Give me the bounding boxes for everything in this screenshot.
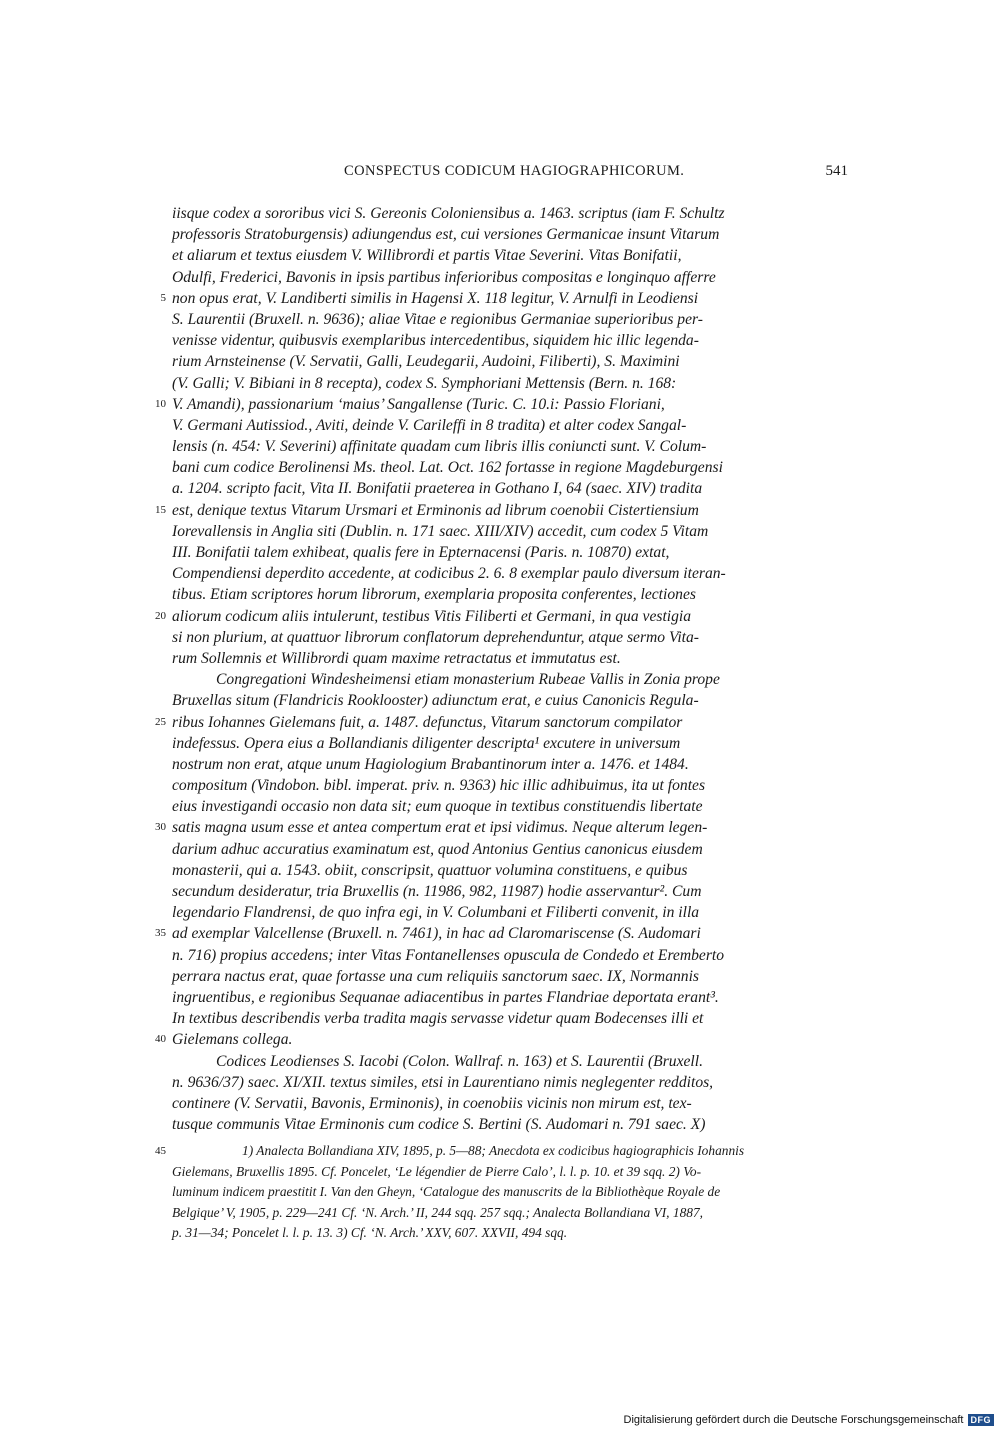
line-text: ad exemplar Valcellense (Bruxell. n. 7461), in hac ad Claromariscense (S. Audomari bbox=[172, 925, 701, 943]
text-line bbox=[172, 436, 848, 457]
footnote-line bbox=[172, 1203, 848, 1224]
line-text: aliorum codicum aliis intulerunt, testibus Vitis Filiberti et Germani, in qua vestigia bbox=[172, 607, 692, 625]
text-line bbox=[155, 923, 848, 944]
text-line bbox=[172, 627, 848, 648]
line-text: V. Germani Autissiod., Aviti, deinde V. Carileffi in 8 tradita) et alter codex Sangal- bbox=[172, 416, 687, 434]
line-text: a. 1204. scripto facit, Vita II. Bonifatii praeterea in Gothano I, 64 (saec. XIV) tradita bbox=[172, 480, 703, 498]
text-line bbox=[172, 330, 848, 351]
text-line bbox=[172, 1114, 848, 1135]
footnotes bbox=[155, 1141, 848, 1244]
line-text: Codices Leodienses S. Iacobi (Colon. Wallraf. n. 163) et S. Laurentii (Bruxell. bbox=[216, 1052, 703, 1070]
footnote-line bbox=[172, 1162, 848, 1183]
line-text: eius investigandi occasio non data sit; eum quoque in textibus constituendis libertate bbox=[172, 798, 703, 816]
text-line bbox=[172, 648, 848, 669]
line-text: luminum indicem praestitit I. Van den Gheyn, ‘Catalogue des manuscrits de la Bibliothèque Royale de bbox=[172, 1184, 721, 1199]
line-text: perrara nactus erat, quae fortasse una cum reliquiis sanctorum saec. IX, Normannis bbox=[172, 967, 699, 985]
text-line bbox=[172, 733, 848, 754]
line-number: 10 bbox=[155, 397, 166, 410]
running-title: CONSPECTUS CODICUM HAGIOGRAPHICORUM. bbox=[344, 163, 685, 179]
line-text: Iorevallensis in Anglia siti (Dublin. n. 171 saec. XIII/XIV) accedit, cum codex 5 Vitam bbox=[172, 522, 709, 540]
line-text: Congregationi Windesheimensi etiam monasterium Rubeae Vallis in Zonia prope bbox=[216, 671, 720, 689]
line-text: non opus erat, V. Landiberti similis in Hagensi X. 118 legitur, V. Arnulfi in Leodiensi bbox=[172, 289, 699, 307]
line-text: lensis (n. 454: V. Severini) affinitate quadam cum libris illis coniuncti sunt. V. Colum- bbox=[172, 438, 707, 456]
text-line bbox=[172, 351, 848, 372]
line-text: n. 716) propius accedens; inter Vitas Fontanellenses opuscula de Condedo et Eremberto bbox=[172, 946, 725, 964]
text-line bbox=[172, 309, 848, 330]
text-line bbox=[172, 1008, 848, 1029]
line-text: indefessus. Opera eius a Bollandianis diligenter descripta¹ excutere in universum bbox=[172, 734, 681, 752]
text-line bbox=[172, 415, 848, 436]
line-text: Belgique’ V, 1905, p. 229—241 Cf. ‘N. Arch.’ II, 244 sqq. 257 sqq.; Analecta Bollandiana VI, 1887, bbox=[172, 1204, 703, 1220]
text-line bbox=[172, 669, 848, 690]
line-text: secundum desideratur, tria Bruxellis (n. 11986, 982, 11987) hodie asservantur². Cum bbox=[172, 883, 702, 900]
funding-text: Digitalisierung gefördert durch die Deutsche Forschungsgemeinschaft bbox=[623, 1414, 964, 1426]
line-number: 40 bbox=[155, 1033, 166, 1046]
text-line bbox=[172, 796, 848, 817]
funding-footer bbox=[624, 1414, 994, 1426]
dfg-logo-icon: DFG bbox=[968, 1414, 995, 1426]
line-text: tusque communis Vitae Erminonis cum codice S. Bertini (S. Audomari n. 791 saec. X) bbox=[172, 1116, 706, 1134]
text-line bbox=[172, 775, 848, 796]
line-text: est, denique textus Vitarum Ursmari et Erminonis ad librum coenobii Cistertiensium bbox=[172, 501, 699, 519]
line-text: (V. Galli; V. Bibiani in 8 recepta), codex S. Symphoriani Mettensis (Bern. n. 168: bbox=[172, 374, 677, 392]
text-line bbox=[172, 881, 848, 902]
line-text: V. Amandi), passionarium ‘maius’ Sangallense (Turic. C. 10.i: Passio Floriani, bbox=[172, 395, 665, 413]
text-line bbox=[172, 1072, 848, 1093]
line-text: venisse videntur, quibusvis exemplaribus intercedentibus, siquidem hic illic legenda- bbox=[172, 332, 699, 350]
text-line bbox=[155, 1029, 848, 1050]
text-line bbox=[172, 457, 848, 478]
line-text: professoris Stratoburgensis) adiungendus est, cui versiones Germanicae insunt Vitarum bbox=[172, 226, 720, 244]
text-line bbox=[172, 584, 848, 605]
line-text: ingruentibus, e regionibus Sequanae adiacentibus in partes Flandriae deportata erant³. bbox=[172, 988, 719, 1006]
main-text bbox=[155, 203, 848, 1135]
text-line bbox=[172, 203, 848, 224]
line-number: 25 bbox=[155, 715, 166, 728]
text-line bbox=[155, 394, 848, 415]
line-number: 5 bbox=[160, 291, 166, 304]
line-text: Gielemans collega. bbox=[172, 1031, 293, 1049]
footnote-line bbox=[172, 1223, 848, 1244]
text-line bbox=[155, 606, 848, 627]
line-number: 45 bbox=[155, 1145, 166, 1157]
line-text: rum Sollemnis et Willibrordi quam maxime retractatus et immutatus est. bbox=[172, 649, 621, 667]
text-line bbox=[172, 945, 848, 966]
text-line bbox=[172, 860, 848, 881]
line-text: 1) Analecta Bollandiana XIV, 1895, p. 5—88; Anecdota ex codicibus hagiographicis Iohannis bbox=[242, 1143, 745, 1158]
text-line bbox=[172, 1051, 848, 1072]
text-line bbox=[172, 373, 848, 394]
text-line bbox=[172, 563, 848, 584]
line-text: III. Bonifatii talem exhibeat, qualis fere in Epternacensi (Paris. n. 10870) extat, bbox=[172, 544, 670, 561]
line-text: si non plurium, at quattuor librorum conflatorum deprehenduntur, atque sermo Vita- bbox=[172, 628, 699, 646]
text-line bbox=[172, 521, 848, 542]
footnote-line bbox=[155, 1141, 848, 1162]
line-text: iisque codex a sororibus vici S. Gereonis Coloniensibus a. 1463. scriptus (iam F. Schultz bbox=[172, 205, 725, 222]
line-text: bani cum codice Berolinensi Ms. theol. Lat. Oct. 162 fortasse in regione Magdeburgensi bbox=[172, 459, 723, 477]
text-line bbox=[172, 987, 848, 1008]
page-number: 541 bbox=[825, 163, 848, 179]
line-text: compositum (Vindobon. bibl. imperat. priv. n. 9363) hic illic adhibuimus, ita ut fontes bbox=[172, 777, 706, 795]
text-line bbox=[172, 966, 848, 987]
text-line bbox=[155, 500, 848, 521]
line-text: legendario Flandrensi, de quo infra egi, in V. Columbani et Filiberti convenit, in illa bbox=[172, 904, 700, 922]
line-text: In textibus describendis verba tradita magis servasse videtur quam Bodecenses illi et bbox=[172, 1010, 704, 1028]
line-text: darium adhuc accuratius examinatum est, quod Antonius Gentius canonicus eiusdem bbox=[172, 840, 703, 858]
footnote-line bbox=[172, 1182, 848, 1203]
line-text: et aliarum et textus eiusdem V. Willibrordi et partis Vitae Severini. Vitas Bonifatii, bbox=[172, 247, 682, 265]
line-text: Gielemans, Bruxellis 1895. Cf. Poncelet, ‘Le légendier de Pierre Calo’, l. l. p. 10. et 39 sqq. 2) Vo- bbox=[172, 1163, 702, 1179]
text-line bbox=[172, 839, 848, 860]
line-text: p. 31—34; Poncelet l. l. p. 13. 3) Cf. ‘N. Arch.’ XXV, 607. XXVII, 494 sqq. bbox=[172, 1225, 568, 1240]
line-number: 35 bbox=[155, 927, 166, 940]
text-line bbox=[172, 542, 848, 563]
line-text: monasterii, qui a. 1543. obiit, conscripsit, quattuor volumina constituens, e quibus bbox=[172, 861, 688, 879]
text-line bbox=[155, 817, 848, 838]
line-number: 15 bbox=[155, 503, 166, 516]
line-text: rium Arnsteinense (V. Servatii, Galli, Leudegarii, Audoini, Filiberti), S. Maximini bbox=[172, 353, 680, 371]
text-line bbox=[155, 712, 848, 733]
text-line bbox=[172, 267, 848, 288]
text-line bbox=[172, 478, 848, 499]
line-text: Bruxellas situm (Flandricis Rooklooster) adiunctum erat, e cuius Canonicis Regula- bbox=[172, 692, 699, 710]
page-header bbox=[172, 163, 848, 187]
line-number: 20 bbox=[155, 609, 166, 622]
text-line bbox=[172, 754, 848, 775]
line-text: satis magna usum esse et antea compertum erat et ipsi vidimus. Neque alterum legen- bbox=[172, 819, 708, 837]
line-number: 30 bbox=[155, 821, 166, 834]
line-text: Odulfi, Frederici, Bavonis in ipsis partibus inferioribus compositas e longinquo afferre bbox=[172, 268, 716, 286]
line-text: n. 9636/37) saec. XI/XII. textus similes, etsi in Laurentiano nimis neglegenter redditos, bbox=[172, 1073, 714, 1091]
line-text: ribus Iohannes Gielemans fuit, a. 1487. defunctus, Vitarum sanctorum compilator bbox=[172, 713, 683, 731]
text-line bbox=[172, 690, 848, 711]
text-line bbox=[172, 224, 848, 245]
text-line bbox=[160, 288, 848, 309]
line-text: Compendiensi deperdito accedente, at codicibus 2. 6. 8 exemplar paulo diversum iteran- bbox=[172, 565, 726, 583]
line-text: nostrum non erat, atque unum Hagiologium Brabantinorum inter a. 1476. et 1484. bbox=[172, 755, 689, 773]
text-line bbox=[172, 1093, 848, 1114]
line-text: tibus. Etiam scriptores horum librorum, exemplaria proposita conferentes, lectiones bbox=[172, 586, 696, 604]
line-text: continere (V. Servatii, Bavonis, Erminonis), in coenobiis vicinis non mirum est, tex- bbox=[172, 1094, 692, 1112]
text-line bbox=[172, 245, 848, 266]
text-line bbox=[172, 902, 848, 923]
line-text: S. Laurentii (Bruxell. n. 9636); aliae Vitae e regionibus Germaniae superioribus per- bbox=[172, 310, 703, 328]
